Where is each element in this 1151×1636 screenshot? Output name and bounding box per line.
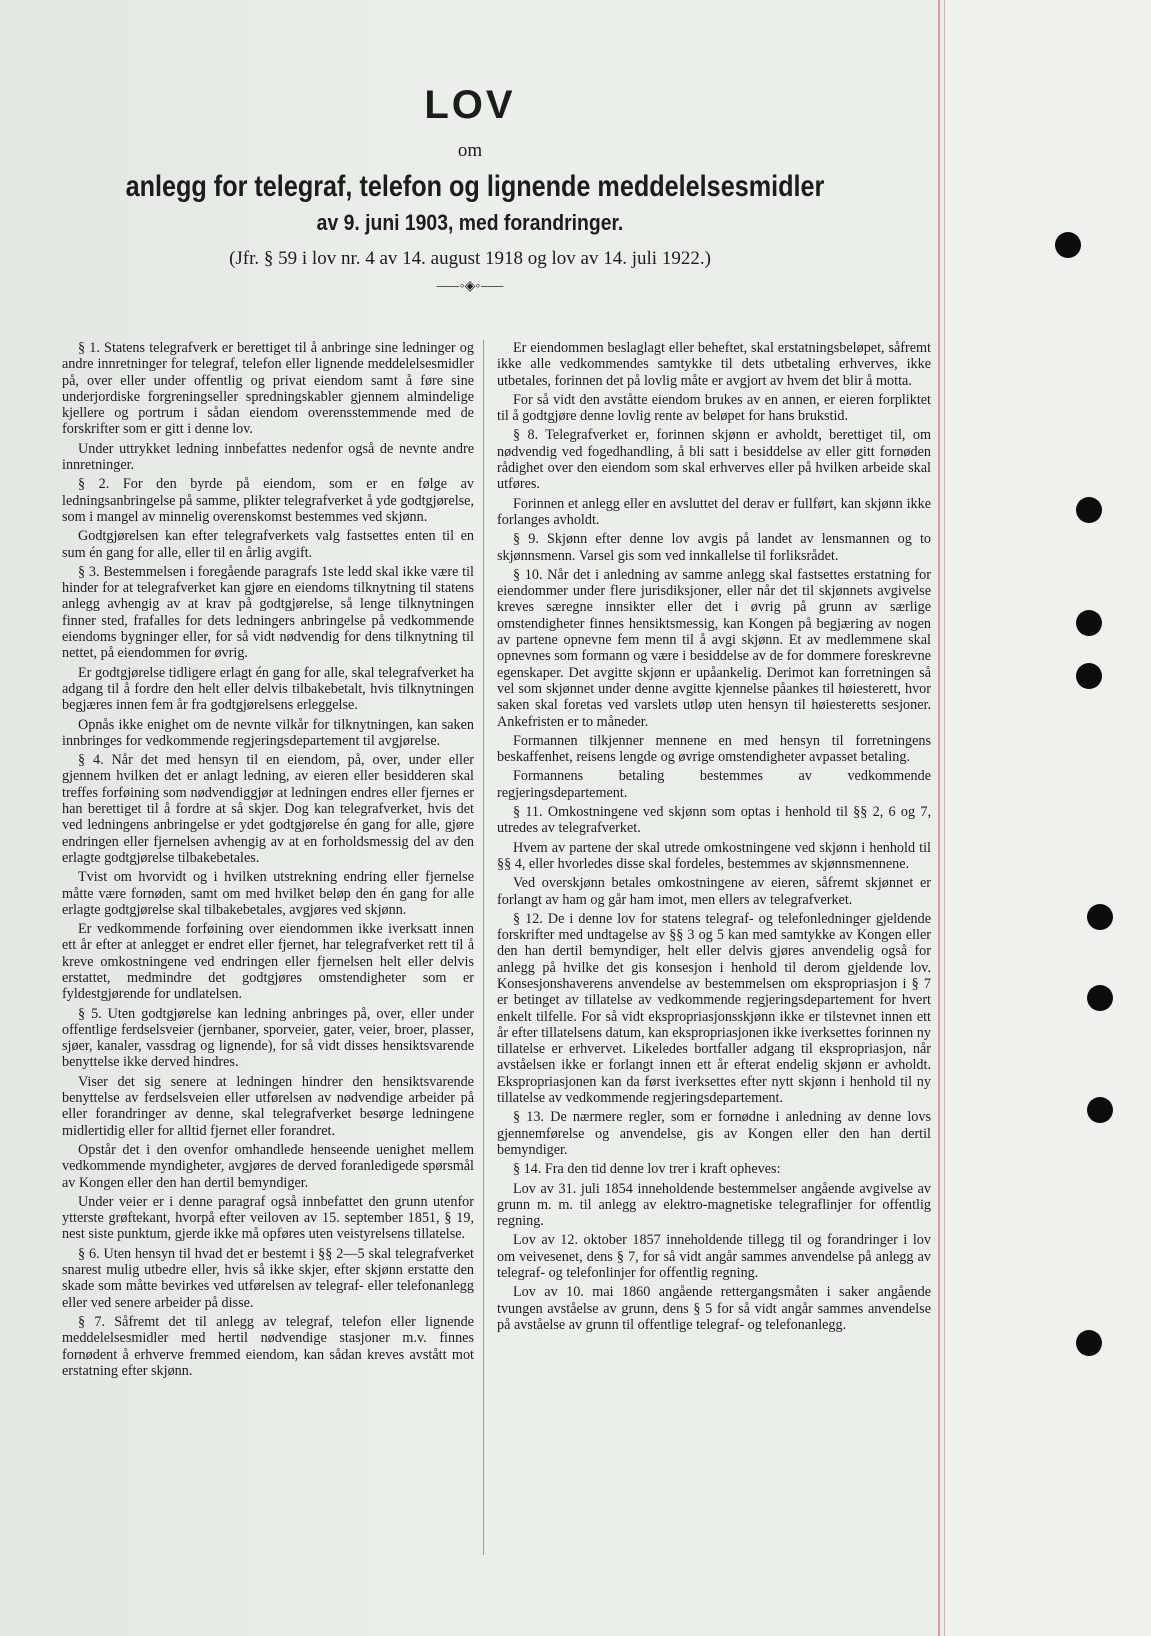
- subtitle: av 9. juni 1903, med forandringer.: [316, 210, 624, 235]
- paragraph: § 13. De nærmere regler, som er fornødne i anledning av denne lovs gjennemførelse og anvendelse, gis av Kongen eller den han dertil bemyndiger.: [497, 1109, 931, 1158]
- paragraph: Under veier er i denne paragraf også innbefattet den grunn utenfor ytterste grøftekant, hvorpå efter veiloven av 15. september 1851, § 19, nest siste punktum, gjerde ikke må opføres uten veistyrelsens tillatelse.: [62, 1193, 474, 1243]
- paragraph: § 9. Skjønn efter denne lov avgis på landet av lensmannen og to skjønnsmenn. Varsel gis som ved innkallelse til forliksrådet.: [497, 531, 931, 564]
- paragraph: § 5. Uten godtgjørelse kan ledning anbringes på, over, eller under offentlige ferdselsveier (jernbaner, sporveier, gater, veier, broer, plasser, sjøer, kanaler, vassdrag og lignende), for så vidt disses hensiktsvarende benyttelse ikke derved hindres.: [62, 1005, 474, 1071]
- law-title: LOV: [424, 83, 516, 127]
- om-line: om: [457, 140, 483, 161]
- paragraph: For så vidt den avståtte eiendom brukes av en annen, er eieren forpliktet til å godtgjøre denne lovlig rente av beløpet for hans brukstid.: [497, 391, 931, 425]
- paragraph: Lov av 31. juli 1854 inneholdende bestemmelser angående avgivelse av grunn m. m. til anlegg av elektro-magnetiske telegraflinjer for offentlig regning.: [497, 1180, 931, 1230]
- paragraph: Formannens betaling bestemmes av vedkommende regjeringsdepartement.: [497, 768, 931, 801]
- paragraph: Opstår det i den ovenfor omhandlede henseende uenighet mellem vedkommende myndigheter, avgjøres de derved foranledigede spørsmål av Kongen eller den han dertil bemyndiger.: [62, 1141, 474, 1191]
- paragraph: § 1. Statens telegrafverk er berettiget til å anbringe sine ledninger og andre innretninger for telegraf, telefon eller lignende meddelelsesmidler på, over eller under offentlig og privat eiendom samt å føre sine underjordiske forgreningseller spredningskabler gjennem almindelige kjellere og portrum i sådan eiendom overensstemmende med de forskrifter som er gitt i denne lov.: [62, 340, 474, 438]
- paragraph: § 11. Omkostningene ved skjønn som optas i henhold til §§ 2, 6 og 7, utredes av telegrafverket.: [497, 804, 931, 837]
- punch-hole: [1087, 1097, 1113, 1123]
- column-divider: [483, 340, 484, 1555]
- binder-margin: [946, 0, 1151, 1636]
- paragraph: § 14. Fra den tid denne lov trer i kraft opheves:: [513, 1161, 781, 1178]
- paragraph: Tvist om hvorvidt og i hvilken utstrekning endring eller fjernelse måtte være fornøden, samt om med hvilket beløp den én gang for alle erlagte godtgjørelse skal tilbakebetales, avgjøres ved skjønn.: [62, 869, 474, 918]
- punch-hole: [1055, 232, 1081, 258]
- margin-rule-secondary: [944, 0, 945, 1636]
- paragraph: Er eiendommen beslaglagt eller beheftet, skal erstatningsbeløpet, såfremt ikke alle vedkommendes samtykke til dets utbetaling erhverves, ikke utbetales, forinnen det på lovlig måte er avgjort av hvem det blir å motta.: [497, 340, 931, 389]
- paragraph: Opnås ikke enighet om de nevnte vilkår for tilknytningen, kan saken innbringes for vedkommende regjeringsdepartement til avgjørelse.: [62, 716, 474, 749]
- heading-block: [60, 85, 880, 294]
- paragraph: § 7. Såfremt det til anlegg av telegraf, telefon eller lignende meddelelsesmidler med hertil nødvendige stasjoner m.v. finnes fornødent å erhverve fremmed eiendom, kan sådan kreves avstått mot erstatning efter skjønn.: [62, 1313, 474, 1379]
- paragraph: § 8. Telegrafverket er, forinnen skjønn er avholdt, berettiget til, om nødvendig ved fogedhandling, å bli satt i besiddelse av eller gitt fornøden rådighet over den eiendom som skal erhverves eller på hvilken arbeide skal utføres.: [497, 427, 931, 493]
- punch-hole: [1076, 1330, 1102, 1356]
- paragraph: Viser det sig senere at ledningen hindrer den hensiktsvarende benyttelse av ferdselsveien eller utførelsen av nødvendige arbeider på eller forandringer av denne, skal telegrafverket besørge ledningene midlertidig eller for alltid fjernet eller forandret.: [62, 1073, 474, 1139]
- paragraph: Hvem av partene der skal utrede omkostningene ved skjønn i henhold til §§ 4, eller hvorledes disse skal fordeles, bestemmes av skjønnsmennene.: [497, 839, 931, 872]
- paragraph: § 10. Når det i anledning av samme anlegg skal fastsettes erstatning for eiendommer under flere jurisdiksjoner, eller når det til skjønnets avgivelse kreves særegne innsikter eller det i øvrig på grunn av særlige omstendigheter finnes hensiktsmessig, kan Kongen på begjæring av nogen av partene opnevne fem menn til å avgi skjønn. Et av medlemmene skal opnevnes som formann og være i besiddelse av de for dommere foreskrevne egenskaper. Det avgitte skjønn er upåankelig. Derimot kan forretningen så vel som skjønnet under denne avgitte kjennelse påankes til høiesterett, hvor saken skal foretas ved varslets utløp uten hensyn til høiesteretts sesjoner. Ankefristen er to måneder.: [497, 566, 931, 730]
- paragraph: § 12. De i denne lov for statens telegraf- og telefonledninger gjeldende forskrifter med undtagelse av §§ 3 og 5 kan med samtykke av Kongen eller den han dertil bemyndiger, helt eller delvis gjøres anvendelig også for anlegg på hvilke det gis konsesjon i henhold til derom gjeldende lov. Konsesjonshaverens anvendelse av bestemmelsen om ekspropriasjon i § 7 er betinget av tillatelse av vedkommende regjeringsdepartement for hvert enkelt tilfelle. For så vidt ekspropriasjonsskjønn ikke er tilstevnet innen ett år efter tillatelsens datum, kan ekspropriasjonen ikke iverksettes forinnen ny tillatelse er erhvervet. Likeledes bortfaller adgang til ekspropriasjon, når avståelsen ikke er forlangt innen ett år efterat endelig skjønn er avholdt. Ekspropriasjonen kan da først iverksettes efter nytt skjønn i henhold til ny tillatelse av vedkommende regjeringsdepartement.: [497, 910, 931, 1107]
- punch-hole: [1087, 985, 1113, 1011]
- ornament-divider: ⸺◦◈◦⸺: [435, 279, 505, 295]
- paragraph: Lov av 10. mai 1860 angående rettergangsmåten i saker angående tvungen avståelse av grunn, dens § 5 for så vidt angår sammes anvendelse på avståelse av grunn til offentlige telegraf- og telefonanlegg.: [497, 1284, 931, 1333]
- right-column: [497, 340, 931, 1336]
- left-column: [62, 340, 474, 1382]
- paragraph: Under uttrykket ledning innbefattes nedenfor også de nevnte andre innretninger.: [62, 440, 474, 474]
- paragraph: § 6. Uten hensyn til hvad det er bestemt i §§ 2—5 skal telegrafverket snarest mulig utbedre eller, hvis så ikke skjer, efter skjønn erstatte den skade som måtte bevirkes ved utførelsen av telegraf- eller telefonanlegg eller ved senere arbeider på disse.: [62, 1245, 474, 1311]
- paragraph: Er godtgjørelse tidligere erlagt én gang for alle, skal telegrafverket ha adgang til å fordre den helt eller delvis tilbakebetalt, hvis tilknytningen begjæres innen fem år fra godtgjørelsens erleggelse.: [62, 664, 474, 714]
- paragraph: Forinnen et anlegg eller en avsluttet del derav er fullført, kan skjønn ikke forlanges avholdt.: [497, 495, 931, 528]
- paragraph: § 3. Bestemmelsen i foregående paragrafs 1ste ledd skal ikke være til hinder for at telegrafverket kan gjøre en eiendoms tilknytning til statens anlegg avhengig av at krav på godtgjørelse, så lenge tilknytningen finner sted, frafalles for dets ledningers anbringelse på vedkommende eiendoms bygninger eller, for så vidt nødvendig for dens tilknytning til nettet, på eiendommen for øvrig.: [62, 563, 474, 662]
- paragraph: Godtgjørelsen kan efter telegrafverkets valg fastsettes enten til en sum én gang for alle, eller til en årlig avgift.: [62, 528, 474, 561]
- punch-hole: [1076, 497, 1102, 523]
- margin-rule: [938, 0, 940, 1636]
- paragraph: Formannen tilkjenner mennene en med hensyn til forretningens beskaffenhet, reisens lengde og øvrige omstendigheter avpasset betaling.: [497, 732, 931, 766]
- paragraph: § 4. Når det med hensyn til en eiendom, på, over, under eller gjennem hvilken det er anlagt ledning, av eieren eller besidderen skal treffes forføining som nødvendiggjør at ledningen endres eller fjernes er han berettiget til å fordre at så skjer. Dog kan telegrafverket, hvis det ved ledningens anbringelse er ydet godtgjørelse én gang for alle, gjøre endringen eller fjernelsen avhengig av at en forholdsmessig del av den erlagte godtgjørelse tilbakebetales.: [62, 752, 474, 866]
- main-title: anlegg for telegraf, telefon og lignende meddelelsesmidler: [125, 170, 825, 203]
- paragraph: § 2. For den byrde på eiendom, som er en følge av ledningsanbringelse på samme, plikter telegrafverket å yde godtgjørelse, som i mangel av minnelig overenskomst bestemmes ved skjønn.: [62, 476, 474, 525]
- punch-hole: [1076, 610, 1102, 636]
- reference-note: (Jfr. § 59 i lov nr. 4 av 14. august 1918 og lov av 14. juli 1922.): [229, 248, 711, 270]
- paragraph: Lov av 12. oktober 1857 inneholdende tillegg til og forandringer i lov om veivesenet, dens § 7, for så vidt angår sammes anvendelse på anlegg av telegraf- og telefonlinjer for offentlig regning.: [497, 1232, 931, 1282]
- paragraph: Ved overskjønn betales omkostningene av eieren, såfremt skjønnet er forlangt av ham og går ham imot, men ellers av telegrafverket.: [497, 875, 931, 908]
- punch-hole: [1076, 663, 1102, 689]
- paragraph: Er vedkommende forføining over eiendommen ikke iverksatt innen ett år efter at anlegget er endret eller fjernet, har telegrafverket rett til å kreve omkostningene ved endringen eller fjernelsen helt eller delvis erstattet, medmindre det godtgjøres omstendigheter som er fyldestgjørende for undlatelsen.: [62, 921, 474, 1003]
- punch-hole: [1087, 904, 1113, 930]
